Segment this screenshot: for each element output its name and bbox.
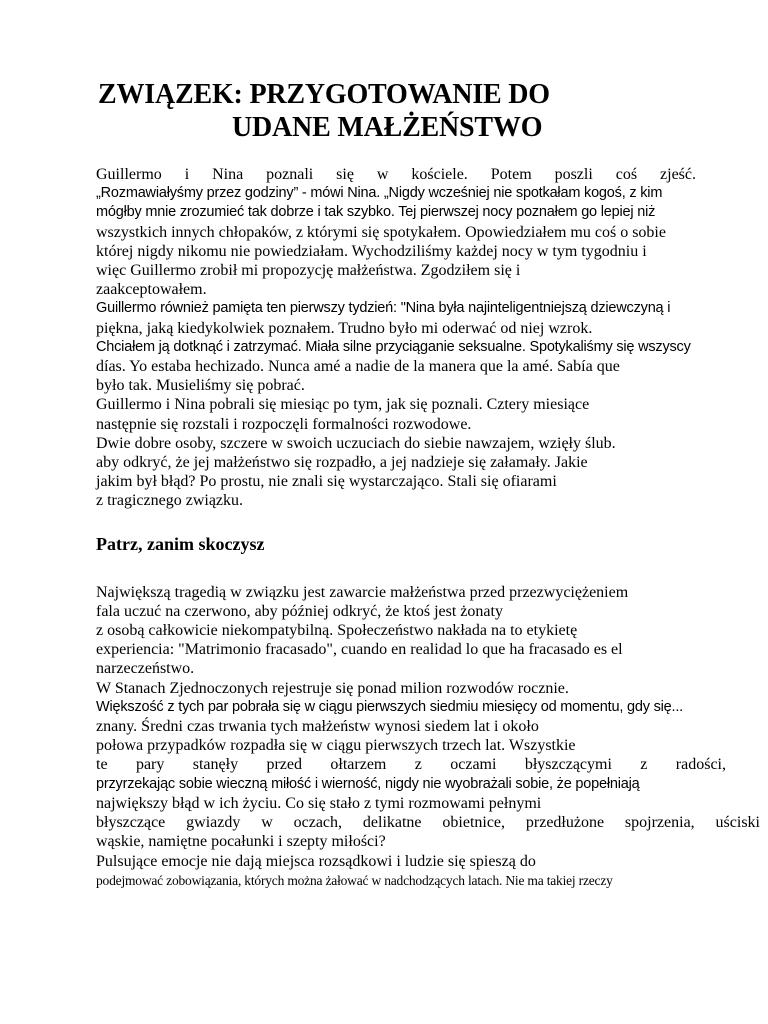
- text-line: następnie się rozstali i rozpoczęli formalności rozwodowe.: [96, 415, 472, 433]
- text-line: z tragicznego związku.: [96, 492, 244, 510]
- text-line: W Stanach Zjednoczonych rejestruje się ponad milion rozwodów rocznie.: [96, 679, 569, 697]
- text-line: największy błąd w ich życiu. Co się stało z tymi rozmowami pełnymi: [96, 794, 542, 812]
- text-line: Pulsujące emocje nie dają miejsca rozsądkowi i ludzie się spieszą do: [96, 852, 536, 870]
- text-line: días. Yo estaba hechizado. Nunca amé a nadie de la manera que la amé. Sabía que: [96, 358, 620, 376]
- section-heading: Patrz, zanim skoczysz: [96, 533, 265, 554]
- text-line: połowa przypadków rozpadła się w ciągu pierwszych trzech lat. Wszystkie: [96, 737, 576, 755]
- text-line: Większość z tych par pobrała się w ciągu pierwszych siedmiu miesięcy od momentu, gdy się...: [96, 698, 684, 715]
- text-line: przyrzekając sobie wieczną miłość i wierność, nigdy nie wyobrażali sobie, że popełniają: [96, 775, 640, 792]
- text-line: było tak. Musieliśmy się pobrać.: [96, 377, 305, 395]
- text-line: Guillermo również pamięta ten pierwszy tydzień: "Nina była najinteligentniejszą dziewczyną i: [96, 300, 671, 317]
- text-line: Guillermo i Nina poznali się w kościele. Potem poszli coś zjeść.: [96, 166, 696, 183]
- text-line: fala uczuć na czerwono, aby później odkryć, że ktoś jest żonaty: [96, 602, 503, 620]
- text-line: „Rozmawiałyśmy przez godziny” - mówi Nina. „Nigdy wcześniej nie spotkałam kogoś, z kim: [96, 185, 663, 202]
- text-line: błyszczące gwiazdy w oczach, delikatne obietnice, przedłużone spojrzenia, uściski: [96, 814, 760, 832]
- text-line: której nigdy nikomu nie powiedziałam. Wychodziliśmy każdej nocy w tym tygodniu i: [96, 242, 647, 260]
- text-line: piękna, jaką kiedykolwiek poznałem. Trudno było mi oderwać od niej wzrok.: [96, 319, 593, 337]
- text-line: Dwie dobre osoby, szczere w swoich uczuciach do siebie nawzajem, wzięły ślub.: [96, 434, 616, 452]
- text-line: zaakceptowałem.: [96, 281, 207, 299]
- text-line: aby odkryć, że jej małżeństwo się rozpadło, a jej nadzieje się załamały. Jakie: [96, 454, 588, 472]
- text-line: experiencia: "Matrimonio fracasado", cuando en realidad lo que ha fracasado es el: [96, 641, 623, 659]
- text-line: mógłby mnie zrozumieć tak dobrze i tak szybko. Tej pierwszej nocy poznałem go lepiej niż: [96, 204, 656, 221]
- text-line: te pary stanęły przed ołtarzem z oczami błyszczącymi z radości,: [96, 756, 726, 774]
- text-line: z osobą całkowicie niekompatybilną. Społeczeństwo nakłada na to etykietę: [96, 622, 578, 640]
- title-line-1: ZWIĄZEK: PRZYGOTOWANIE DO: [98, 79, 550, 110]
- text-line: Chciałem ją dotknąć i zatrzymać. Miała silne przyciąganie seksualne. Spotykaliśmy się wszyscy: [96, 338, 691, 355]
- document-title: [0, 78, 768, 144]
- text-line: więc Guillermo zrobił mi propozycję małżeństwa. Zgodziłem się i: [96, 262, 521, 280]
- text-line: narzeczeństwo.: [96, 660, 195, 678]
- text-line: podejmować zobowiązania, których można żałować w nadchodzących latach. Nie ma takiej rzeczy: [96, 872, 613, 888]
- document-body: [96, 165, 768, 890]
- text-line: wszystkich innych chłopaków, z którymi się spotykałem. Opowiedziałem mu coś o sobie: [96, 223, 666, 241]
- text-line: znany. Średni czas trwania tych małżeństw wynosi siedem lat i około: [96, 718, 539, 736]
- text-line: Największą tragedią w związku jest zawarcie małżeństwa przed przezwyciężeniem: [96, 583, 629, 601]
- text-line: jakim był błąd? Po prostu, nie znali się wystarczająco. Stali się ofiarami: [96, 473, 557, 491]
- text-line: wąskie, namiętne pocałunki i szepty miłości?: [96, 833, 386, 851]
- text-line: Guillermo i Nina pobrali się miesiąc po tym, jak się poznali. Cztery miesiące: [96, 396, 590, 414]
- title-line-2: UDANE MAŁŻEŃSTWO: [232, 112, 543, 143]
